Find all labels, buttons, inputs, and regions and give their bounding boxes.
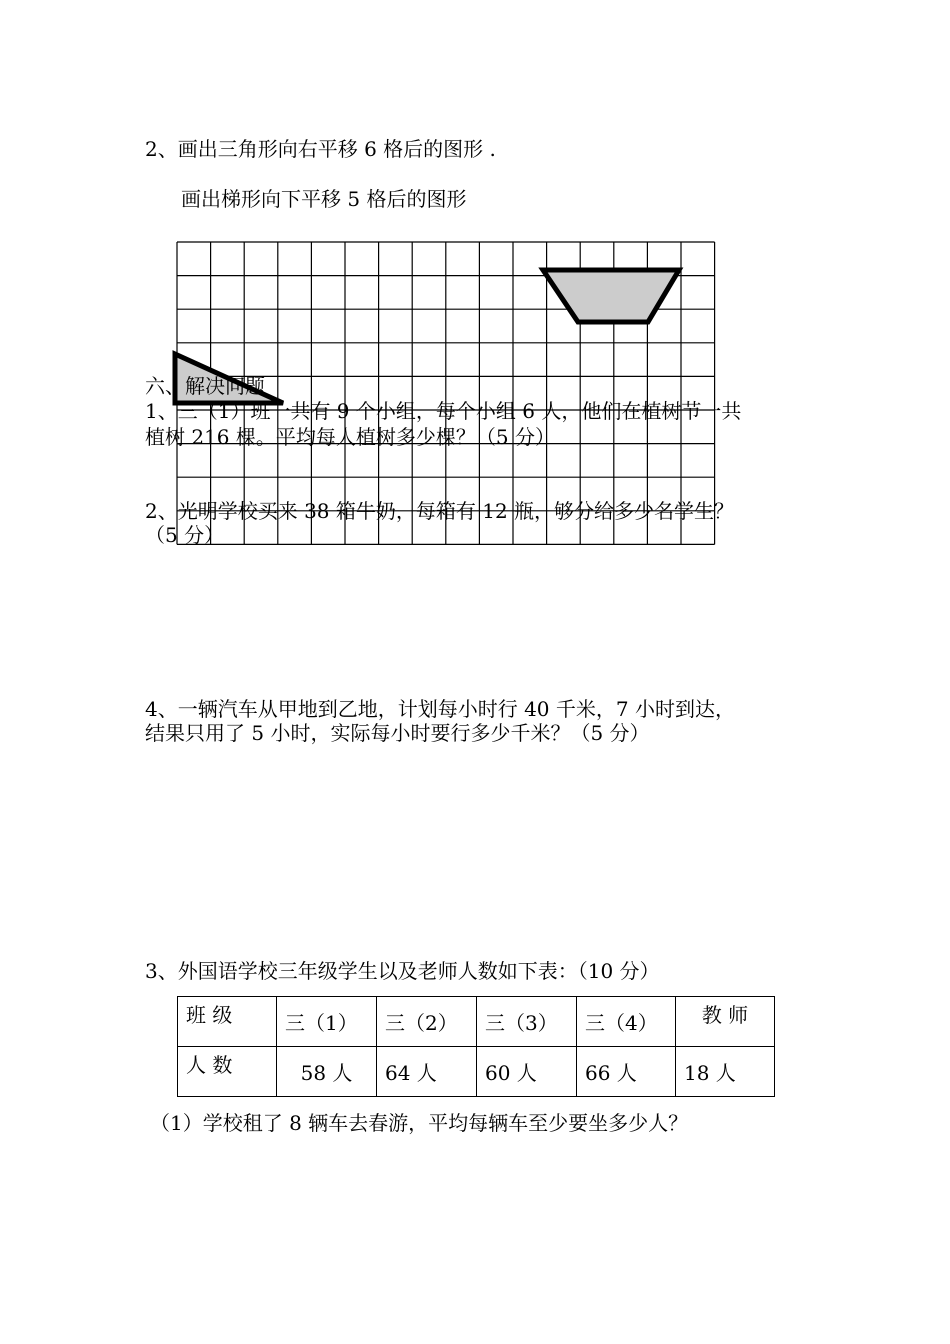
table-cell: 58 人 bbox=[277, 1047, 377, 1097]
trapezoid-shape bbox=[543, 270, 679, 322]
col-header: 教 师 bbox=[676, 997, 775, 1047]
table-cell: 60 人 bbox=[477, 1047, 577, 1097]
q2-translate-line2: 画出梯形向下平移 5 格后的图形 bbox=[181, 187, 467, 211]
col-header: 三（2） bbox=[377, 997, 477, 1047]
q2-milk-line1: 2、光明学校买来 38 箱牛奶，每箱有 12 瓶，够分给多少名学生？ bbox=[145, 499, 735, 523]
table-cell: 64 人 bbox=[377, 1047, 477, 1097]
q3-sub1: （1）学校租了 8 辆车去春游，平均每辆车至少要坐多少人？ bbox=[150, 1111, 689, 1135]
table-cell: 66 人 bbox=[577, 1047, 676, 1097]
q2-milk-line2: （5 分） bbox=[145, 523, 225, 547]
col-header: 三（3） bbox=[477, 997, 577, 1047]
q1-line1: 1、三（1）班一共有 9 个小组，每个小组 6 人，他们在植树节一共 bbox=[145, 399, 742, 423]
table-cell: 18 人 bbox=[676, 1047, 775, 1097]
table-row bbox=[178, 997, 775, 1047]
q3-title: 3、外国语学校三年级学生以及老师人数如下表：（10 分） bbox=[145, 959, 660, 983]
student-teacher-table bbox=[177, 996, 775, 1097]
q2-translate-line1: 2、画出三角形向右平移 6 格后的图形 . bbox=[145, 137, 496, 161]
grid-figure bbox=[0, 0, 950, 560]
q1-line2: 植树 216 棵。平均每人植树多少棵？（5 分） bbox=[145, 425, 555, 449]
col-header: 三（1） bbox=[277, 997, 377, 1047]
row-header-count: 人 数 bbox=[178, 1047, 277, 1097]
q4-line2: 结果只用了 5 小时，实际每小时要行多少千米？（5 分） bbox=[145, 721, 650, 745]
col-header: 三（4） bbox=[577, 997, 676, 1047]
q4-line1: 4、一辆汽车从甲地到乙地，计划每小时行 40 千米，7 小时到达， bbox=[145, 697, 735, 721]
row-header-class: 班 级 bbox=[178, 997, 277, 1047]
section6-heading: 六、解决问题 bbox=[145, 374, 265, 398]
table-row bbox=[178, 1047, 775, 1097]
